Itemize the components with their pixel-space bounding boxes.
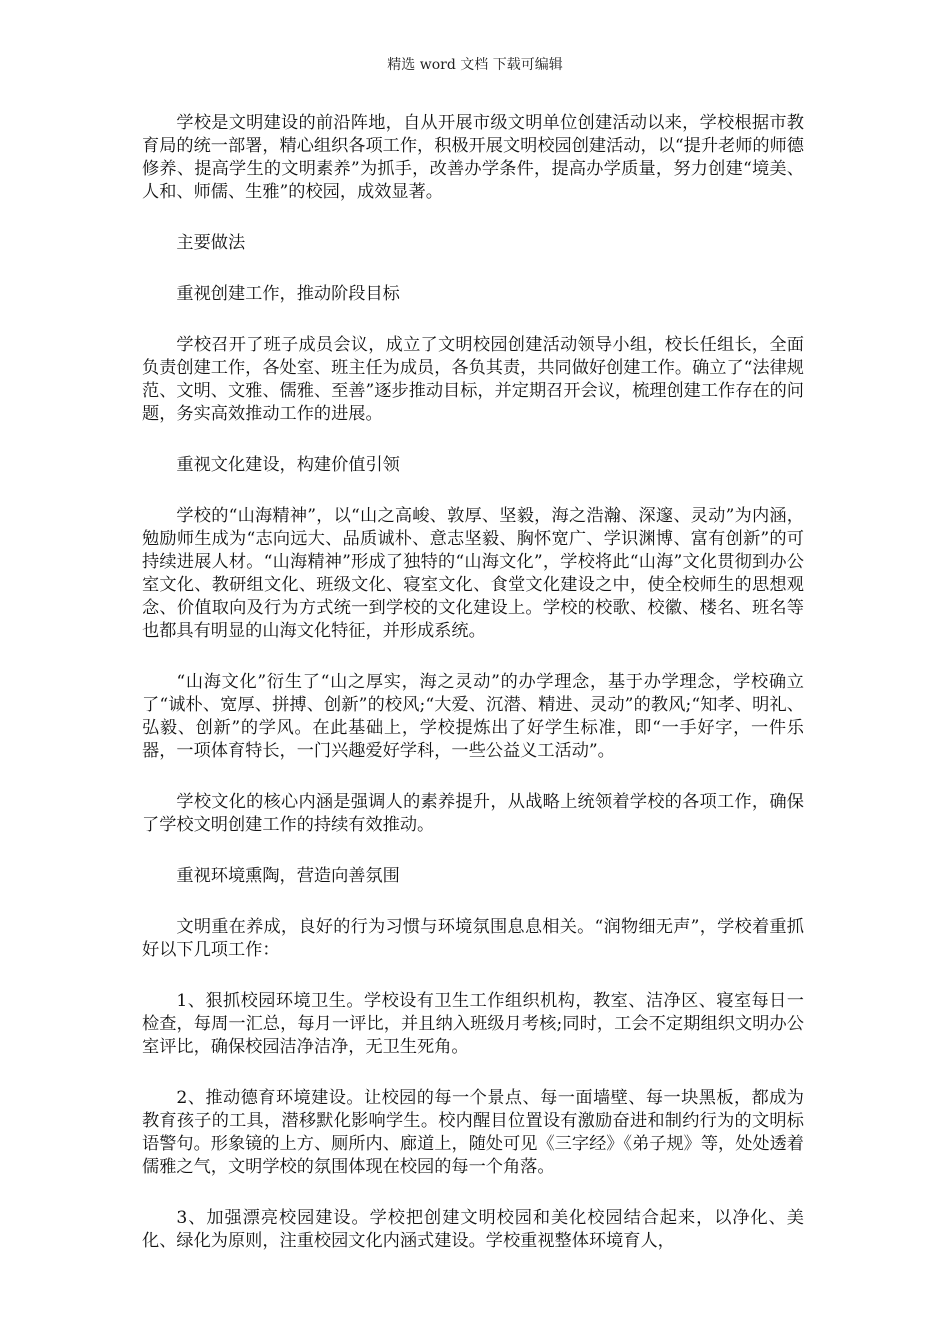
document-body xyxy=(142,112,804,1281)
paragraph-creation-work: 学校召开了班子成员会议，成立了文明校园创建活动领导小组，校长任组长，全面负责创建工作，各处室、班主任为成员，各负其责，共同做好创建工作。确立了“法律规范、文明、文雅、儒雅、至善”逐步推动目标，并定期召开会议，梳理创建工作存在的问题，务实高效推动工作的进展。 xyxy=(142,335,804,424)
list-item-moral-environment: 2、推动德育环境建设。让校园的每一个景点、每一面墙壁、每一块黑板，都成为教育孩子的工具，潜移默化影响学生。校内醒目位置设有激励奋进和制约行为的文明标语警句。形象镜的上方、厕所内、廊道上，随处可见《三字经》《弟子规》等，处处透着儒雅之气，文明学校的氛围体现在校园的每一个角落。 xyxy=(142,1088,804,1177)
subsection-heading-creation-work: 重视创建工作，推动阶段目标 xyxy=(176,284,400,304)
paragraph-intro: 学校是文明建设的前沿阵地，自从开展市级文明单位创建活动以来，学校根据市教育局的统一部署，精心组织各项工作，积极开展文明校园创建活动，以“提升老师的师德修养、提高学生的文明素养”为抓手，改善办学条件，提高办学质量，努力创建“境美、人和、师儒、生雅”的校园，成效显著。 xyxy=(142,113,804,202)
paragraph-shanhai-spirit: 学校的“山海精神”，以“山之高峻、敦厚、坚毅，海之浩瀚、深邃、灵动”为内涵，勉励师生成为“志向远大、品质诚朴、意志坚毅、胸怀宽广、学识渊博、富有创新”的可持续进展人材。“山海精神”形成了独特的“山海文化”，学校将此“山海”文化贯彻到办公室文化、教研组文化、班级文化、寝室文化、食堂文化建设之中，使全校师生的思想观念、价值取向及行为方式统一到学校的文化建设上。学校的校歌、校徽、楼名、班名等也都具有明显的山海文化特征，并形成系统。 xyxy=(142,506,804,641)
paragraph-culture-core: 学校文化的核心内涵是强调人的素养提升，从战略上统领着学校的各项工作，确保了学校文明创建工作的持续有效推动。 xyxy=(142,792,804,835)
list-item-beautiful-campus: 3、加强漂亮校园建设。学校把创建文明校园和美化校园结合起来，以净化、美化、绿化为原则，注重校园文化内涵式建设。学校重视整体环境育人， xyxy=(142,1208,804,1251)
subsection-heading-culture: 重视文化建设，构建价值引领 xyxy=(176,455,400,475)
paragraph-environment-intro: 文明重在养成，良好的行为习惯与环境氛围息息相关。“润物细无声”，学校着重抓好以下几项工作： xyxy=(142,917,804,960)
page-header: 精选 word 文档 下载可编辑 xyxy=(387,57,563,73)
section-heading-main-practices: 主要做法 xyxy=(176,233,246,253)
list-item-hygiene: 1、狠抓校园环境卫生。学校设有卫生工作组织机构，教室、洁净区、寝室每日一检查，每周一汇总，每月一评比，并且纳入班级月考核;同时，工会不定期组织文明办公室评比，确保校园洁净洁净，无卫生死角。 xyxy=(142,991,804,1057)
paragraph-shanhai-culture: “山海文化”衍生了“山之厚实，海之灵动”的办学理念，基于办学理念，学校确立了“诚朴、宽厚、拼搏、创新”的校风;“大爱、沉潜、精进、灵动”的教风;“知孝、明礼、弘毅、创新”的学风。在此基础上，学校提炼出了好学生标准，即“一手好字，一件乐器，一项体育特长，一门兴趣爱好学科，一些公益义工活动”。 xyxy=(142,672,804,761)
subsection-heading-environment: 重视环境熏陶，营造向善氛围 xyxy=(176,866,400,886)
